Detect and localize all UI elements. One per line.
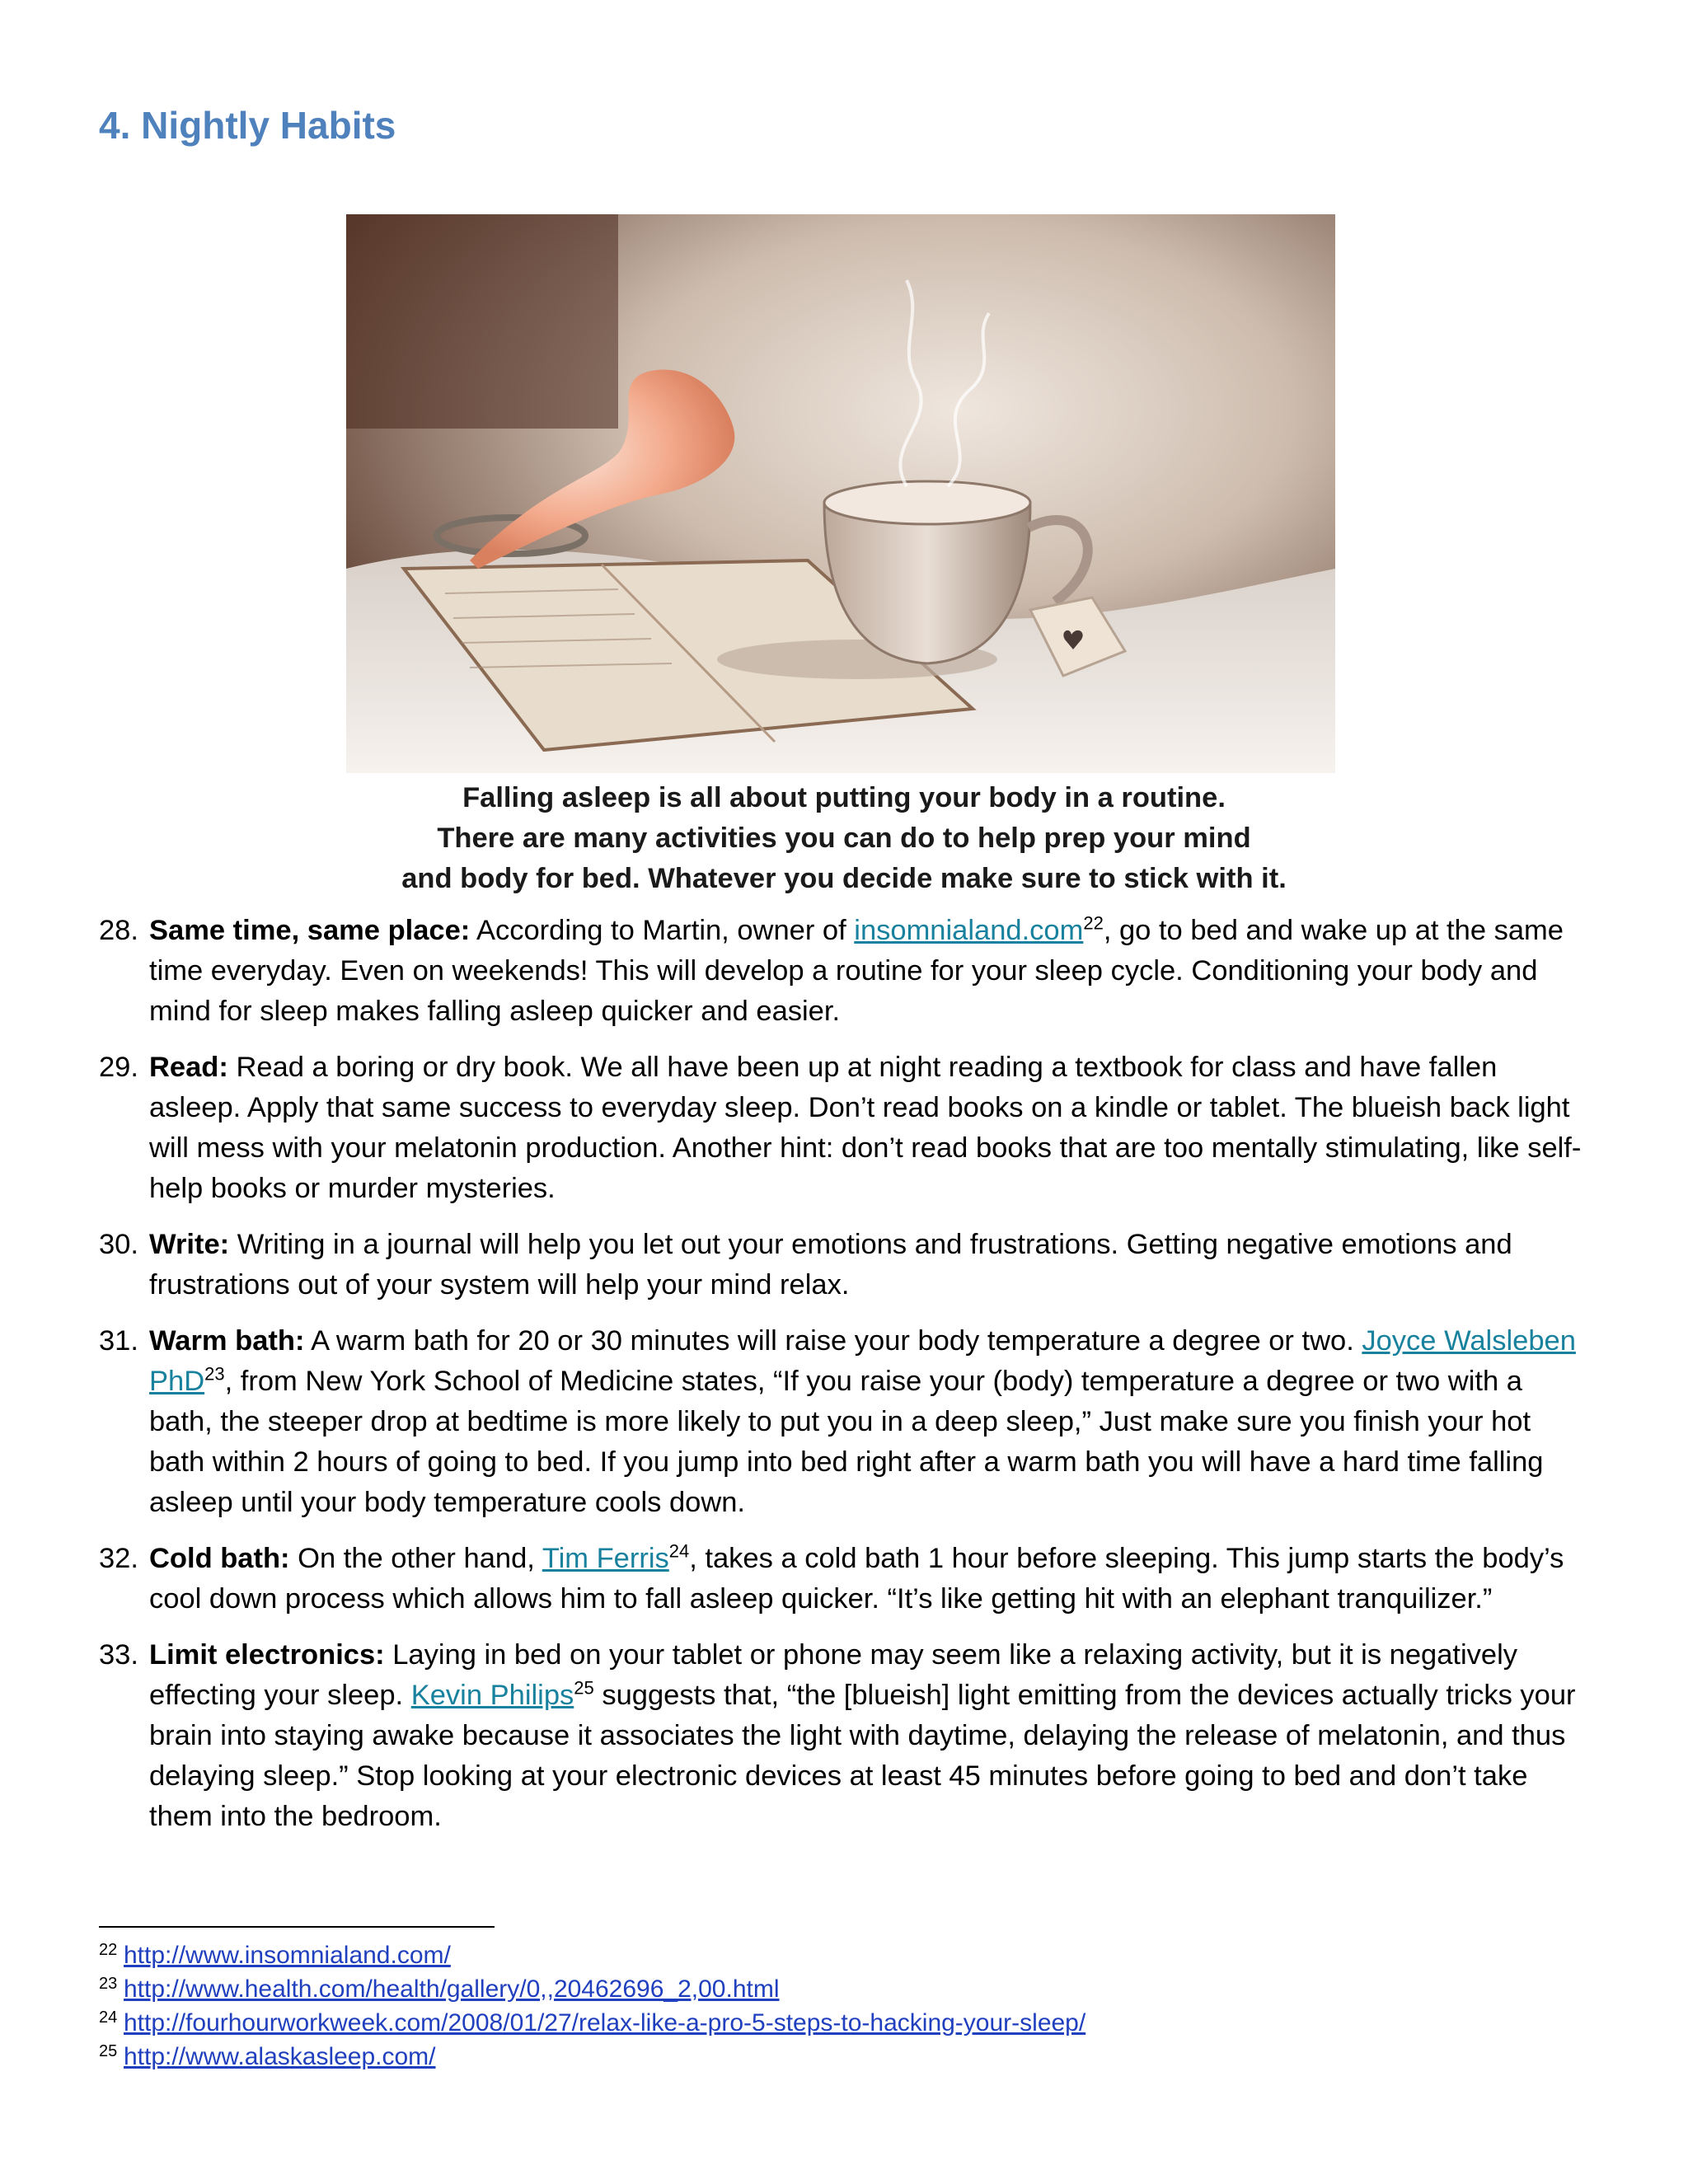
tip-title: Limit electronics: (149, 1639, 385, 1671)
tip-text: Read a boring or dry book. We all have been up at night reading a textbook for class and have fallen asleep. Apply that same success to everyday sleep. Don’t read books on a kindle or tablet. The blueish back light will mess with your melatonin production. Another hint: don’t read books that are too mentally stimulating, like self-help books or murder mysteries. (149, 1052, 1582, 1204)
tip-number: 33. (99, 1639, 138, 1671)
section-title: 4. Nightly Habits (99, 104, 396, 147)
tip-text: , from New York School of Medicine states, “If you raise your (body) temperature a degree or two with a bath, the steeper drop at bedtime is more likely to put you in a deep sleep,” Just make sure you finish your hot bath within 2 hours of going to bed. If you jump into bed right after a warm bath you will have a hard time falling asleep until your body temperature cools down. (149, 1366, 1544, 1518)
footnote-link[interactable]: http://fourhourworkweek.com/2008/01/27/relax-like-a-pro-5-steps-to-hacking-your-sleep/ (124, 2009, 1086, 2036)
caption-line: There are many activities you can do to help prep your mind (437, 823, 1251, 854)
document-page (99, 99, 1589, 1853)
footnote-ref: 24 (668, 1540, 690, 1562)
tips-list (99, 911, 1589, 1837)
footnote-23: 23 http://www.health.com/health/gallery/0,,20462696_2,00.html (99, 1975, 780, 2003)
tip-item-31 (99, 1321, 1589, 1523)
footnote-24: 24 http://fourhourworkweek.com/2008/01/27/relax-like-a-pro-5-steps-to-hacking-your-sleep/ (99, 2008, 1086, 2036)
insomnialand-link[interactable]: insomnialand.com (854, 915, 1084, 946)
photo-illustration (346, 214, 1335, 773)
tip-text: , go to bed and wake up at the same time everyday. Even on weekends! This will develop a routine for your sleep cycle. Conditioning your body and mind for sleep makes falling asleep quicker and easier. (149, 915, 1564, 1027)
footnotes (99, 1938, 1589, 2074)
caption-line: and body for bed. Whatever you decide make sure to stick with it. (401, 863, 1287, 894)
tip-item-28 (99, 911, 1589, 1032)
footnote-link[interactable]: http://www.alaskasleep.com/ (124, 2043, 436, 2070)
tea-cup-photo (346, 214, 1335, 773)
tip-text: suggests that, “the [blueish] light emitting from the devices actually tricks your brain into staying awake because it associates the light with daytime, delaying the release of melatonin, and thus delaying sleep.” Stop looking at your electronic devices at least 45 minutes before going to bed and don’t take them into the bedroom. (149, 1680, 1576, 1832)
tip-title: Same time, same place: (149, 915, 471, 946)
tip-title: Write: (149, 1229, 230, 1260)
tip-item-30 (99, 1225, 1589, 1305)
footnote-ref: 22 (1083, 912, 1104, 934)
footnote-link[interactable]: http://www.health.com/health/gallery/0,,20462696_2,00.html (124, 1975, 780, 2003)
tip-number: 29. (99, 1052, 138, 1083)
tip-title: Cold bath: (149, 1543, 290, 1574)
tip-text: Writing in a journal will help you let out your emotions and frustrations. Getting negative emotions and frustrations out of your system will help your mind relax. (149, 1229, 1512, 1301)
footnote-link[interactable]: http://www.insomnialand.com/ (124, 1942, 451, 1969)
tip-title: Warm bath: (149, 1325, 305, 1357)
tip-item-33 (99, 1635, 1589, 1837)
caption-line: Falling asleep is all about putting your body in a routine. (462, 782, 1226, 813)
tip-text: , takes a cold bath 1 hour before sleeping. This jump starts the body’s cool down process which allows him to fall asleep quicker. “It’s like getting hit with an elephant tranquilizer.” (149, 1543, 1564, 1615)
footnote-separator (99, 1926, 495, 1928)
tip-number: 28. (99, 915, 138, 946)
tip-number: 32. (99, 1543, 138, 1574)
joyce-walsleben-link[interactable]: Joyce Walsleben PhD (149, 1325, 1576, 1397)
figure-caption (99, 778, 1589, 899)
footnote-25: 25 http://www.alaskasleep.com/ (99, 2042, 436, 2070)
tip-text: A warm bath for 20 or 30 minutes will raise your body temperature a degree or two. (304, 1325, 1362, 1357)
teacup-rim (824, 481, 1030, 524)
tip-title: Read: (149, 1052, 228, 1083)
footnote-ref: 23 (204, 1363, 225, 1385)
tip-item-32 (99, 1539, 1589, 1619)
tim-ferris-link[interactable]: Tim Ferris (542, 1543, 669, 1574)
tip-text: Laying in bed on your tablet or phone may seem like a relaxing activity, but it is negatively effecting your sleep. (149, 1639, 1518, 1711)
tip-item-29 (99, 1047, 1589, 1209)
photo-dark-corner (346, 214, 618, 429)
footnote-22: 22 http://www.insomnialand.com/ (99, 1941, 451, 1969)
tip-number: 31. (99, 1325, 138, 1357)
kevin-philips-link[interactable]: Kevin Philips (410, 1680, 574, 1711)
tip-number: 30. (99, 1229, 138, 1260)
tip-text: According to Martin, owner of (470, 915, 855, 946)
footnote-ref: 25 (574, 1677, 594, 1699)
tip-text: On the other hand, (289, 1543, 542, 1574)
